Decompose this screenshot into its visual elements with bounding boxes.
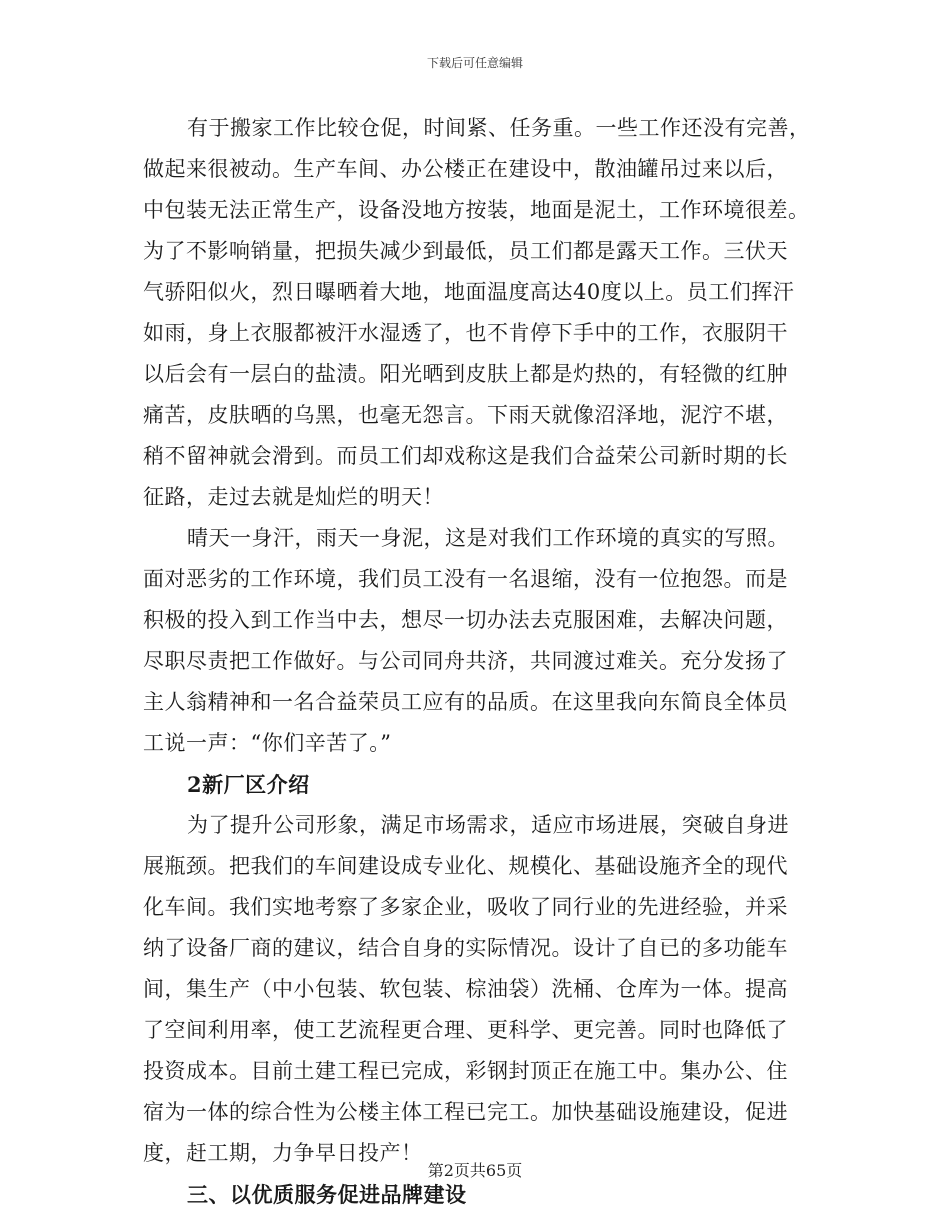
section-heading: 三、以优质服务促进品牌建设 [187,1182,467,1207]
page-footer: 第2页共65页 [427,1161,523,1180]
page-header: 下载后可任意编辑 [426,56,523,70]
text-line: 化车间。我们实地考察了多家企业，吸收了同行业的先进经验，并采 [143,895,788,919]
text-line: 做起来很被动。生产车间、办公楼正在建设中，散油罐吊过来以后， [143,157,788,181]
text-line: 间，集生产（中小包装、软包装、棕油袋）洗桶、仓库为一体。提高 [143,977,788,1001]
text-line: 晴天一身汗，雨天一身泥，这是对我们工作环境的真实的写照。 [187,526,789,550]
text-line: 征路，走过去就是灿烂的明天！ [143,485,444,509]
text-line: 投资成本。目前土建工程已完成，彩钢封顶正在施工中。集办公、住 [143,1059,788,1083]
text-line: 稍不留神就会滑到。而员工们却戏称这是我们合益荣公司新时期的长 [143,444,788,468]
text-line: 为了不影响销量，把损失减少到最低，员工们都是露天工作。三伏天 [143,239,788,263]
text-line: 痛苦，皮肤晒的乌黑，也毫无怨言。下雨天就像沼泽地，泥泞不堪， [143,403,788,427]
document-body [143,108,811,1215]
text-line: 主人翁精神和一名合益荣员工应有的品质。在这里我向东简良全体员 [143,690,788,714]
text-line: 尽职尽责把工作做好。与公司同舟共济，共同渡过难关。充分发扬了 [143,649,788,673]
text-line: 了空间利用率，使工艺流程更合理、更科学、更完善。同时也降低了 [143,1018,788,1042]
text-line: 以后会有一层白的盐渍。阳光晒到皮肤上都是灼热的，有轻微的红肿 [143,362,788,386]
text-line: 工说一声：“你们辛苦了。” [143,731,392,755]
text-line: 展瓶颈。把我们的车间建设成专业化、规模化、基础设施齐全的现代 [143,854,788,878]
section-heading: 2新厂区介绍 [187,772,310,797]
text-line: 为了提升公司形象，满足市场需求，适应市场进展，突破自身进 [187,813,789,837]
text-line: 有于搬家工作比较仓促，时间紧、任务重。一些工作还没有完善， [187,116,811,140]
text-line: 宿为一体的综合性为公楼主体工程已完工。加快基础设施建设，促进 [143,1100,788,1124]
text-line: 中包装无法正常生产，设备没地方按装，地面是泥土，工作环境很差。 [143,198,810,222]
text-line: 度，赶工期，力争早日投产！ [143,1141,423,1165]
text-line: 气骄阳似火，烈日曝晒着大地，地面温度高达40度以上。员工们挥汗 [143,280,795,304]
text-line: 如雨，身上衣服都被汗水湿透了，也不肯停下手中的工作，衣服阴干 [143,321,788,345]
text-line: 纳了设备厂商的建议，结合自身的实际情况。设计了自已的多功能车 [143,936,788,960]
text-line: 积极的投入到工作当中去，想尽一切办法去克服困难，去解决问题， [143,608,788,632]
text-line: 面对恶劣的工作环境，我们员工没有一名退缩，没有一位抱怨。而是 [143,567,788,591]
